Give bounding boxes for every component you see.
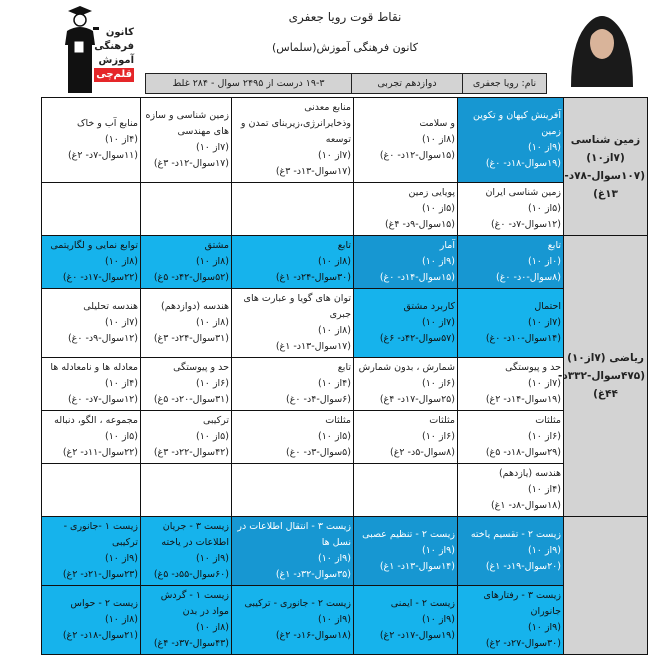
topic-topic: منابع آب و خاک [76, 118, 138, 129]
topic-score: (۵از ۱۰) [527, 203, 561, 214]
topic-score: (۹از ۱۰) [421, 545, 455, 556]
student-grade: دوازدهم تجربی [351, 74, 462, 93]
topic-topic: توابع نمایی و لگاریتمی [50, 240, 138, 251]
topic-score: (۶از ۱۰) [421, 431, 455, 442]
topic-topic: مجموعه ، الگو، دنباله [54, 415, 138, 426]
topic-cell [141, 358, 232, 411]
topic-stats: (۴۳سوال-۳۷د- ۴غ) [153, 638, 229, 649]
student-stats: ۱۹-۳ درست از ۲۴۹۵ سوال - ۲۸۴ غلط [172, 78, 325, 89]
strengths-table [41, 97, 648, 655]
topic-score: (۹از ۱۰) [421, 614, 455, 625]
topic-score: (۶از ۱۰) [195, 378, 229, 389]
subject-cell [564, 517, 648, 655]
topic-cell [458, 464, 564, 517]
topic-score: (۹از ۱۰) [195, 553, 229, 564]
topic-stats: (۶۰سوال-۵۵د- ۵غ) [153, 569, 229, 580]
topic-topic: کاربرد مشتق [403, 301, 455, 312]
topic-score: (۸از ۱۰) [421, 134, 455, 145]
logo-line: آموزش [98, 55, 134, 66]
topic-stats: (۳۵سوال-۳۲د- ۱غ) [275, 569, 351, 580]
topic-topic: زیست ۱ - گردش مواد در بدن [160, 590, 229, 617]
topic-topic: و سلامت [419, 118, 455, 129]
topic-topic: آفرینش کیهان و تکوین زمین [472, 110, 561, 137]
topic-topic: تابع [547, 240, 561, 251]
topic-score: (۵از ۱۰) [317, 431, 351, 442]
topic-stats: (۵۷سوال-۴۲د- ۶غ) [379, 333, 455, 344]
topic-cell [141, 411, 232, 464]
topic-topic: زمین شناسی ایران [485, 187, 561, 198]
topic-cell [354, 358, 458, 411]
topic-cell [42, 586, 141, 655]
topic-cell [141, 236, 232, 289]
topic-stats: (۱۷سوال-۱۳د- ۱غ) [275, 341, 351, 352]
topic-stats: (۱۸سوال-۱۶د- ۲غ) [275, 630, 351, 641]
topic-cell [232, 98, 354, 183]
topic-stats: (۱۷سوال-۱۳د- ۳غ) [275, 166, 351, 177]
topic-stats: (۱۲سوال-۷د- ۰غ) [67, 394, 138, 405]
table-row [42, 517, 648, 586]
topic-stats: (۱۲سوال-۹د- ۰غ) [67, 333, 138, 344]
topic-score: (۸از ۱۰) [104, 256, 138, 267]
topic-topic: معادله ها و نامعادله ها [50, 362, 138, 373]
topic-cell [354, 236, 458, 289]
topic-cell [232, 517, 354, 586]
page-subtitle: کانون فرهنگی آموزش(سلماس) [271, 41, 419, 54]
topic-score: (۹از ۱۰) [317, 553, 351, 564]
topic-score: (۹از ۱۰) [527, 545, 561, 556]
topic-score: (۹از ۱۰) [104, 553, 138, 564]
topic-topic: هندسه تحلیلی [83, 301, 138, 312]
topic-score: (۹از ۱۰) [421, 256, 455, 267]
topic-cell [354, 289, 458, 358]
topic-score: (۶از ۱۰) [421, 378, 455, 389]
table-row [42, 98, 648, 183]
topic-cell [141, 517, 232, 586]
topic-stats: (۲۳سوال-۲۱د- ۲غ) [62, 569, 138, 580]
subject-name: زمین شناسی (۷از۱۰) [570, 133, 641, 164]
topic-cell [42, 289, 141, 358]
logo-line-red: قلم‌چی [96, 69, 132, 80]
topic-topic: زیست ۲ - تقسیم یاخته [470, 529, 561, 540]
table-row [42, 358, 648, 411]
topic-stats: (۱۹سوال-۱۷د- ۲غ) [379, 630, 455, 641]
topic-score: (۹از ۱۰) [317, 614, 351, 625]
topic-cell [354, 586, 458, 655]
topic-cell [458, 98, 564, 183]
topic-topic: هندسه (یازدهم) [498, 468, 561, 479]
topic-stats: (۱۴سوال-۱۰د- ۰غ) [485, 333, 561, 344]
table-row [42, 464, 648, 517]
subject-name: ریاضی (۷از۱۰) [567, 352, 644, 364]
student-info-bar [145, 73, 547, 94]
logo-text [96, 26, 134, 82]
empty-cell [232, 183, 354, 236]
topic-cell [42, 236, 141, 289]
topic-stats: (۴۲سوال-۲۲د- ۳غ) [153, 447, 229, 458]
empty-cell [42, 464, 141, 517]
topic-stats: (۶سوال-۴د- ۰غ) [286, 394, 351, 405]
topic-score: (۴از ۱۰) [317, 378, 351, 389]
topic-stats: (۱۴سوال-۱۳د- ۱غ) [379, 561, 455, 572]
topic-score: (۸از ۱۰) [195, 256, 229, 267]
topic-stats: (۱۲سوال-۷د- ۰غ) [490, 219, 561, 230]
topic-stats: (۳۱سوال-۲۰د- ۵غ) [153, 394, 229, 405]
topic-cell [354, 98, 458, 183]
topic-score: (۵از ۱۰) [195, 431, 229, 442]
topic-stats: (۳۱سوال-۲۴د- ۳غ) [153, 333, 229, 344]
topic-topic: پویایی زمین [408, 187, 455, 198]
topic-score: (۴از ۱۰) [527, 484, 561, 495]
subject-summary: (۴۷۵سوال-۳۳۲د- ۴۴غ) [557, 370, 645, 400]
table-row [42, 289, 648, 358]
topic-topic: توان های گویا و عبارت های جبری [243, 293, 351, 320]
topic-stats: (۵۲سوال-۴۲د- ۵غ) [153, 272, 229, 283]
logo-line: کانون [105, 27, 134, 38]
topic-score: (۷از ۱۰) [195, 142, 229, 153]
topic-cell [42, 98, 141, 183]
topic-cell [232, 358, 354, 411]
topic-cell [42, 517, 141, 586]
topic-score: (۷از ۱۰) [527, 317, 561, 328]
topic-stats: (۲۲سوال-۱۷د- ۰غ) [62, 272, 138, 283]
topic-stats: (۲۹سوال-۱۸د- ۵غ) [485, 447, 561, 458]
topic-topic: زیست ۳ - رفتارهای جانوران [483, 590, 561, 617]
table-row [42, 586, 648, 655]
topic-score: (۴از ۱۰) [104, 134, 138, 145]
subject-cell [557, 236, 648, 517]
topic-cell [458, 411, 564, 464]
topic-stats: (۳۰سوال-۲۴د- ۱غ) [275, 272, 351, 283]
topic-score: (۷از ۱۰) [527, 378, 561, 389]
topic-score: (۴از ۱۰) [104, 378, 138, 389]
topic-topic: زمین شناسی و سازه های مهندسی [145, 110, 229, 137]
topic-topic: ترکیبی [202, 415, 229, 426]
topic-stats: (۱۵سوال-۱۴د- ۰غ) [379, 272, 455, 283]
topic-topic: مشتق [204, 240, 229, 251]
topic-cell [458, 517, 564, 586]
table-row [42, 183, 648, 236]
topic-score: (۸از ۱۰) [317, 256, 351, 267]
topic-topic: مثلثات [325, 415, 351, 426]
page-title: نقاط قوت رویا جعفری [288, 10, 402, 24]
empty-cell [232, 464, 354, 517]
topic-cell [458, 289, 564, 358]
topic-stats: (۱۵سوال-۹د- ۴غ) [384, 219, 455, 230]
topic-topic: زیست ۱ -جانوری - ترکیبی [63, 521, 138, 548]
topic-topic: احتمال [534, 301, 561, 312]
topic-stats: (۱۹سوال-۱۴د- ۲غ) [485, 394, 561, 405]
topic-topic: تابع [337, 362, 351, 373]
topic-stats: (۱۱سوال-۷د- ۲غ) [67, 150, 138, 161]
topic-score: (۹از ۱۰) [527, 142, 561, 153]
topic-topic: زیست ۲ - ایمنی [390, 598, 455, 609]
topic-score: (۸از ۱۰) [317, 325, 351, 336]
empty-cell [141, 464, 232, 517]
topic-score: (۹از ۱۰) [527, 622, 561, 633]
topic-score: (۶از ۱۰) [527, 431, 561, 442]
topic-stats: (۱۹سوال-۱۸د- ۰غ) [485, 158, 561, 169]
topic-score: (۵از ۱۰) [104, 431, 138, 442]
topic-cell [354, 183, 458, 236]
topic-score: (۰از ۱۰) [527, 256, 561, 267]
topic-score: (۸از ۱۰) [195, 622, 229, 633]
topic-cell [458, 236, 564, 289]
subject-summary: (۱۰۷سوال-۷۸د- ۱۳غ) [564, 169, 645, 200]
student-photo [563, 5, 641, 87]
topic-stats: (۱۸سوال-۸د- ۱غ) [490, 500, 561, 511]
topic-cell [354, 517, 458, 586]
topic-stats: (۱۷سوال-۱۲د- ۳غ) [153, 158, 229, 169]
topic-stats: (۲۵سوال-۱۷د- ۴غ) [379, 394, 455, 405]
topic-topic: زیست ۲ - جانوری - ترکیبی [244, 598, 351, 609]
topic-topic: آمار [439, 240, 455, 251]
topic-cell [232, 411, 354, 464]
topic-score: (۵از ۱۰) [421, 203, 455, 214]
table-row [42, 411, 648, 464]
topic-cell [458, 586, 564, 655]
topic-topic: مثلثات [535, 415, 561, 426]
topic-cell [42, 411, 141, 464]
topic-stats: (۳۰سوال-۲۷د- ۲غ) [485, 638, 561, 649]
topic-topic: مثلثات [429, 415, 455, 426]
topic-cell [354, 411, 458, 464]
topic-cell [232, 236, 354, 289]
topic-topic: حد و پیوستگی [173, 362, 229, 373]
topic-cell [458, 358, 564, 411]
topic-cell [141, 586, 232, 655]
topic-topic: تابع [337, 240, 351, 251]
topic-score: (۷از ۱۰) [317, 150, 351, 161]
topic-cell [141, 98, 232, 183]
logo-line: فرهنگی [94, 41, 134, 52]
topic-topic: زیست ۲ - حواس [70, 598, 138, 609]
topic-score: (۸از ۱۰) [104, 614, 138, 625]
topic-cell [232, 586, 354, 655]
topic-stats: (۵سوال-۳د- ۰غ) [286, 447, 351, 458]
topic-cell [42, 358, 141, 411]
topic-topic: زیست ۳ - جریان اطلاعات در یاخته [161, 521, 229, 548]
student-name: نام: رویا جعفری [462, 74, 546, 93]
topic-score: (۷از ۱۰) [421, 317, 455, 328]
topic-stats: (۲۲سوال-۱۱د- ۲غ) [62, 447, 138, 458]
topic-cell [141, 289, 232, 358]
topic-topic: حد و پیوستگی [505, 362, 561, 373]
table-row [42, 236, 648, 289]
topic-topic: زیست ۲ - تنظیم عصبی [362, 529, 455, 540]
graduate-figure-icon [62, 5, 98, 93]
topic-topic: منابع معدنی وذخایرانرژی،زیربنای تمدن و توسعه [240, 102, 351, 145]
topic-cell [232, 289, 354, 358]
topic-topic: شمارش ، بدون شمارش [358, 362, 455, 373]
topic-topic: هندسه (دوازدهم) [161, 301, 229, 312]
topic-stats: (۲۱سوال-۱۸د- ۲غ) [62, 630, 138, 641]
empty-cell [42, 183, 141, 236]
subject-cell [564, 98, 648, 236]
topic-cell [458, 183, 564, 236]
topic-stats: (۲۰سوال-۱۹د- ۱غ) [485, 561, 561, 572]
topic-score: (۸از ۱۰) [195, 317, 229, 328]
topic-score: (۷از ۱۰) [104, 317, 138, 328]
empty-cell [141, 183, 232, 236]
topic-stats: (۱۵سوال-۱۲د- ۰غ) [379, 150, 455, 161]
topic-stats: (۸سوال-۰د- ۰غ) [496, 272, 561, 283]
empty-cell [354, 464, 458, 517]
topic-stats: (۸سوال-۵د- ۲غ) [390, 447, 455, 458]
topic-topic: زیست ۳ - انتقال اطلاعات در نسل ها [237, 521, 351, 548]
